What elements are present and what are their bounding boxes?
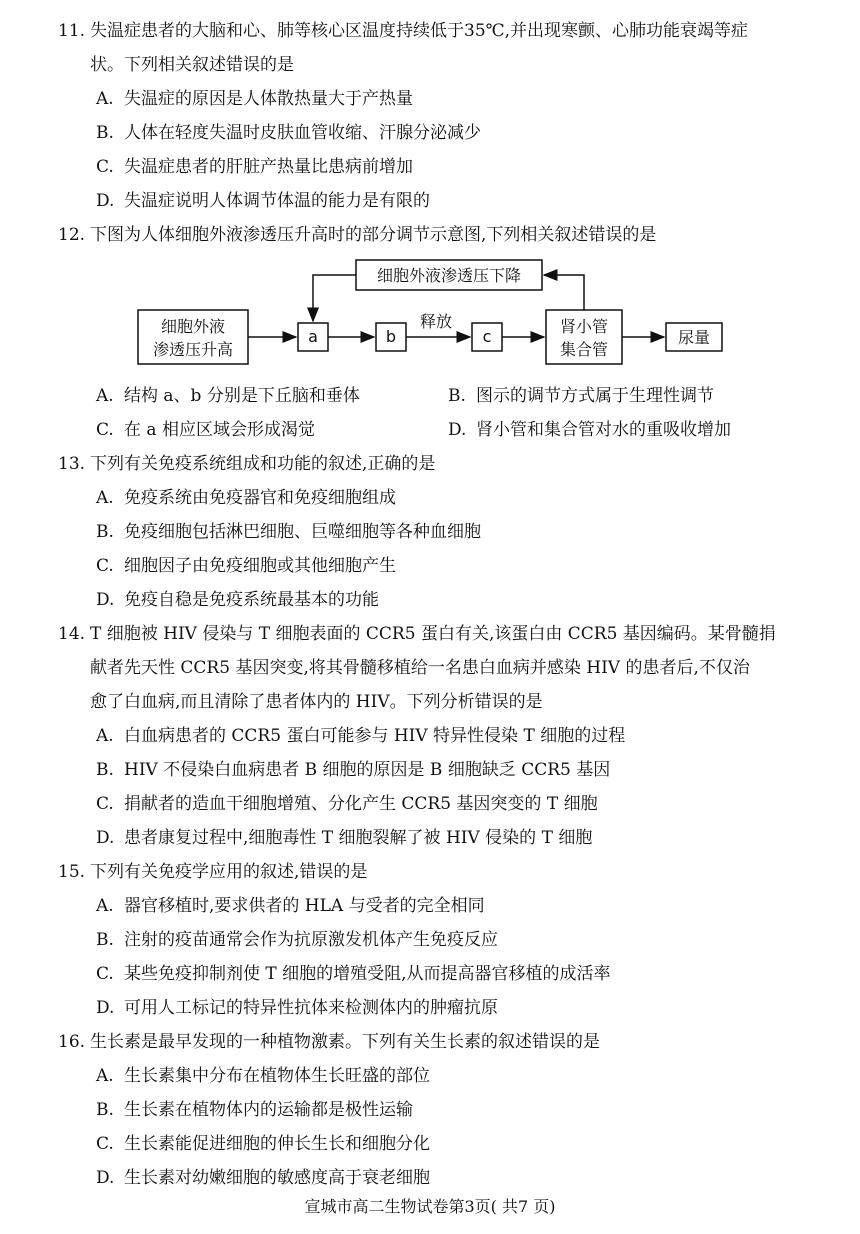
option-14-c: C. 捐献者的造血干细胞增殖、分化产生 CCR5 基因突变的 T 细胞 <box>96 794 598 814</box>
question-stem-line: 下列有关免疫系统组成和功能的叙述,正确的是 <box>90 454 436 474</box>
option-11-b: B. 人体在轻度失温时皮肤血管收缩、汗腺分泌减少 <box>96 123 481 143</box>
feedback-label: 细胞外液渗透压下降 <box>376 266 522 285</box>
kidney-label-line1: 肾小管 <box>559 317 609 336</box>
option-12-c: C. 在 a 相应区域会形成渴觉 <box>96 420 315 440</box>
option-12-d: D. 肾小管和集合管对水的重吸收增加 <box>448 420 731 440</box>
question-stem-line: T 细胞被 HIV 侵染与 T 细胞表面的 CCR5 蛋白有关,该蛋白由 CCR5 基因编码。某骨髓捐 <box>90 624 776 644</box>
node-c-label: c <box>482 327 492 346</box>
option-12-b: B. 图示的调节方式属于生理性调节 <box>448 386 714 406</box>
option-14-d: D. 患者康复过程中,细胞毒性 T 细胞裂解了被 HIV 侵染的 T 细胞 <box>96 828 593 848</box>
option-16-c: C. 生长素能促进细胞的伸长生长和细胞分化 <box>96 1134 430 1154</box>
start-label-line2: 渗透压升高 <box>152 340 234 359</box>
question-stem-line: 状。下列相关叙述错误的是 <box>90 55 294 75</box>
option-14-b: B. HIV 不侵染白血病患者 B 细胞的原因是 B 细胞缺乏 CCR5 基因 <box>96 760 611 780</box>
question-stem-line: 失温症患者的大脑和心、肺等核心区温度持续低于35℃,并出现寒颤、心肺功能衰竭等症 <box>90 21 749 41</box>
question-16 <box>58 1025 848 1059</box>
question-stem-line: 献者先天性 CCR5 基因突变,将其骨髓移植给一名患白血病并感染 HIV 的患者后,不仅治 <box>90 658 750 678</box>
question-number: 13. <box>58 454 86 474</box>
option-12-a: A. 结构 a、b 分别是下丘脑和垂体 <box>96 386 360 406</box>
start-label-line1: 细胞外液 <box>160 317 226 336</box>
option-16-b: B. 生长素在植物体内的运输都是极性运输 <box>96 1100 413 1120</box>
option-13-a: A. 免疫系统由免疫器官和免疫细胞组成 <box>96 488 396 508</box>
arrow-kidney-to-feedback <box>544 275 584 310</box>
question-number: 12. <box>58 225 86 245</box>
option-13-d: D. 免疫自稳是免疫系统最基本的功能 <box>96 590 379 610</box>
question-stem-line: 生长素是最早发现的一种植物激素。下列有关生长素的叙述错误的是 <box>90 1032 600 1052</box>
question-15 <box>58 855 848 889</box>
option-13-b: B. 免疫细胞包括淋巴细胞、巨噬细胞等各种血细胞 <box>96 522 481 542</box>
question-13 <box>58 447 848 481</box>
question-stem-line: 下图为人体细胞外液渗透压升高时的部分调节示意图,下列相关叙述错误的是 <box>90 225 657 245</box>
option-15-c: C. 某些免疫抑制剂使 T 细胞的增殖受阻,从而提高器官移植的成活率 <box>96 964 611 984</box>
option-13-c: C. 细胞因子由免疫细胞或其他细胞产生 <box>96 556 396 576</box>
option-14-a: A. 白血病患者的 CCR5 蛋白可能参与 HIV 特异性侵染 T 细胞的过程 <box>96 726 626 746</box>
question-number: 14. <box>58 624 86 644</box>
question-number: 16. <box>58 1032 86 1052</box>
option-11-c: C. 失温症患者的肝脏产热量比患病前增加 <box>96 157 413 177</box>
question-12 <box>58 218 848 252</box>
question-11 <box>58 14 848 82</box>
arrow-feedback-to-a <box>313 275 356 321</box>
option-15-b: B. 注射的疫苗通常会作为抗原激发机体产生免疫反应 <box>96 930 498 950</box>
node-b-label: b <box>385 327 397 346</box>
kidney-label-line2: 集合管 <box>559 340 609 359</box>
urine-label: 尿量 <box>677 328 711 347</box>
question-14 <box>58 617 848 719</box>
option-16-d: D. 生长素对幼嫩细胞的敏感度高于衰老细胞 <box>96 1168 430 1188</box>
question-number: 15. <box>58 862 86 882</box>
regulation-diagram <box>134 254 730 369</box>
option-16-a: A. 生长素集中分布在植物体生长旺盛的部位 <box>96 1066 430 1086</box>
question-number: 11. <box>58 21 86 41</box>
option-11-a: A. 失温症的原因是人体散热量大于产热量 <box>96 89 413 109</box>
option-15-a: A. 器官移植时,要求供者的 HLA 与受者的完全相同 <box>96 896 485 916</box>
node-a-label: a <box>308 327 318 346</box>
page-footer: 宣城市高二生物试卷第3页( 共7 页) <box>304 1197 556 1216</box>
option-15-d: D. 可用人工标记的特异性抗体来检测体内的肿瘤抗原 <box>96 998 498 1018</box>
release-label: 释放 <box>419 312 453 331</box>
question-stem-line: 愈了白血病,而且清除了患者体内的 HIV。下列分析错误的是 <box>90 692 543 712</box>
option-11-d: D. 失温症说明人体调节体温的能力是有限的 <box>96 191 430 211</box>
question-stem-line: 下列有关免疫学应用的叙述,错误的是 <box>90 862 368 882</box>
